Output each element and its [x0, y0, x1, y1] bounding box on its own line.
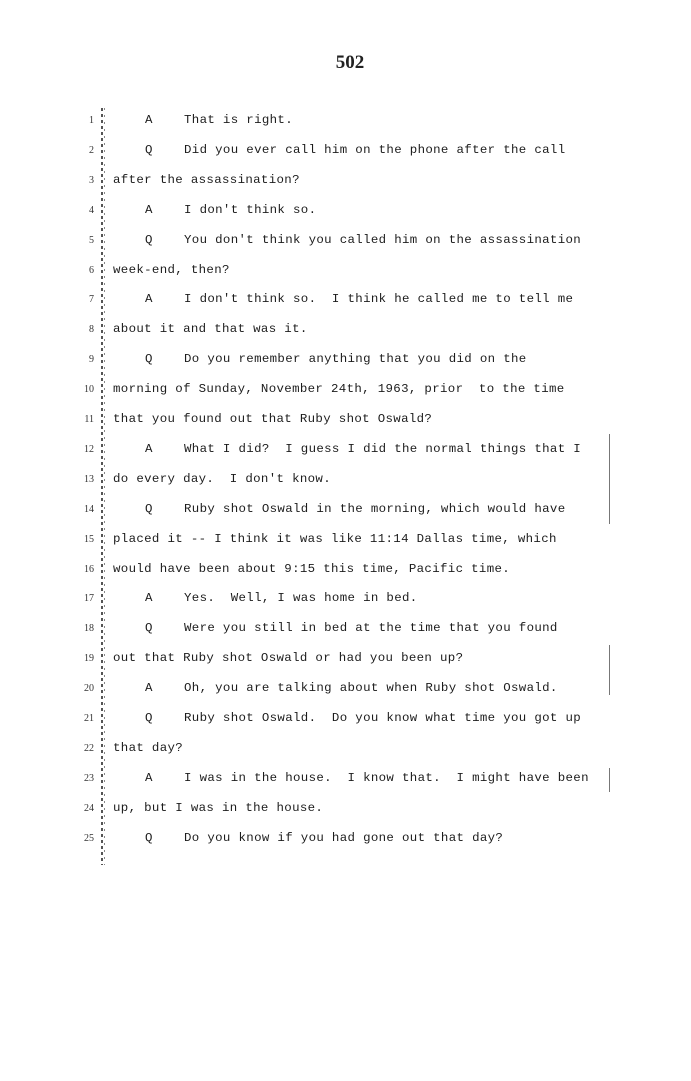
transcript-line: I don't think so.	[184, 203, 317, 217]
right-margin-mark	[609, 434, 610, 524]
line-number: 11	[84, 414, 94, 425]
speaker-label: Q	[145, 143, 153, 157]
page-number: 502	[335, 52, 365, 73]
transcript-line: Yes. Well, I was home in bed.	[184, 591, 418, 605]
line-number: 1	[89, 115, 94, 126]
line-number: 9	[89, 354, 94, 365]
transcript-line: Oh, you are talking about when Ruby shot Oswald.	[184, 681, 558, 695]
transcript-line: Did you ever call him on the phone after the call	[184, 143, 566, 157]
transcript-line: morning of Sunday, November 24th, 1963, prior to the time	[113, 382, 565, 396]
transcript-line: that day?	[113, 741, 184, 755]
line-number: 22	[84, 743, 94, 754]
line-number: 10	[84, 384, 94, 395]
transcript-line: that you found out that Ruby shot Oswald?	[113, 412, 433, 426]
speaker-label: A	[145, 203, 153, 217]
line-number: 18	[84, 623, 94, 634]
speaker-label: A	[145, 681, 153, 695]
transcript-line: I don't think so. I think he called me to tell me	[184, 292, 574, 306]
line-number: 19	[84, 653, 94, 664]
right-margin-mark	[609, 645, 610, 695]
transcript-line: Ruby shot Oswald in the morning, which would have	[184, 502, 566, 516]
line-number: 8	[89, 324, 94, 335]
transcript-line: do every day. I don't know.	[113, 472, 331, 486]
right-margin-mark	[609, 768, 610, 792]
line-number: 4	[89, 205, 94, 216]
transcript-line: Were you still in bed at the time that you found	[184, 621, 558, 635]
speaker-label: A	[145, 292, 153, 306]
speaker-label: Q	[145, 711, 153, 725]
transcript-line: out that Ruby shot Oswald or had you been up?	[113, 651, 464, 665]
speaker-label: Q	[145, 502, 153, 516]
speaker-label: A	[145, 591, 153, 605]
line-number: 14	[84, 504, 94, 515]
transcript-line: placed it -- I think it was like 11:14 Dallas time, which	[113, 532, 557, 546]
speaker-label: Q	[145, 621, 153, 635]
speaker-label: Q	[145, 352, 153, 366]
line-number: 7	[89, 294, 94, 305]
transcript-line: You don't think you called him on the assassination	[184, 233, 582, 247]
transcript-line: Do you know if you had gone out that day?	[184, 831, 504, 845]
line-number: 2	[89, 145, 94, 156]
line-number: 16	[84, 564, 94, 575]
left-margin-rule	[101, 108, 103, 865]
transcript-line: about it and that was it.	[113, 322, 308, 336]
line-number: 24	[84, 803, 94, 814]
line-number: 21	[84, 713, 94, 724]
transcript-line: week-end, then?	[113, 263, 230, 277]
speaker-label: Q	[145, 233, 153, 247]
line-number: 12	[84, 444, 94, 455]
line-number: 25	[84, 833, 94, 844]
transcript-line: after the assassination?	[113, 173, 300, 187]
speaker-label: A	[145, 442, 153, 456]
line-number: 23	[84, 773, 94, 784]
line-number: 5	[89, 235, 94, 246]
speaker-label: Q	[145, 831, 153, 845]
transcript-line: up, but I was in the house.	[113, 801, 324, 815]
line-number: 3	[89, 175, 94, 186]
speaker-label: A	[145, 113, 153, 127]
line-number: 17	[84, 593, 94, 604]
line-number: 13	[84, 474, 94, 485]
left-margin-rule-secondary	[104, 108, 105, 865]
transcript-line: would have been about 9:15 this time, Pacific time.	[113, 562, 511, 576]
line-number: 20	[84, 683, 94, 694]
transcript-line: Ruby shot Oswald. Do you know what time you got up	[184, 711, 582, 725]
line-number: 15	[84, 534, 94, 545]
transcript-line: That is right.	[184, 113, 293, 127]
transcript-line: I was in the house. I know that. I might have been	[184, 771, 589, 785]
transcript-line: What I did? I guess I did the normal things that I	[184, 442, 582, 456]
speaker-label: A	[145, 771, 153, 785]
transcript-line: Do you remember anything that you did on the	[184, 352, 527, 366]
line-number: 6	[89, 265, 94, 276]
